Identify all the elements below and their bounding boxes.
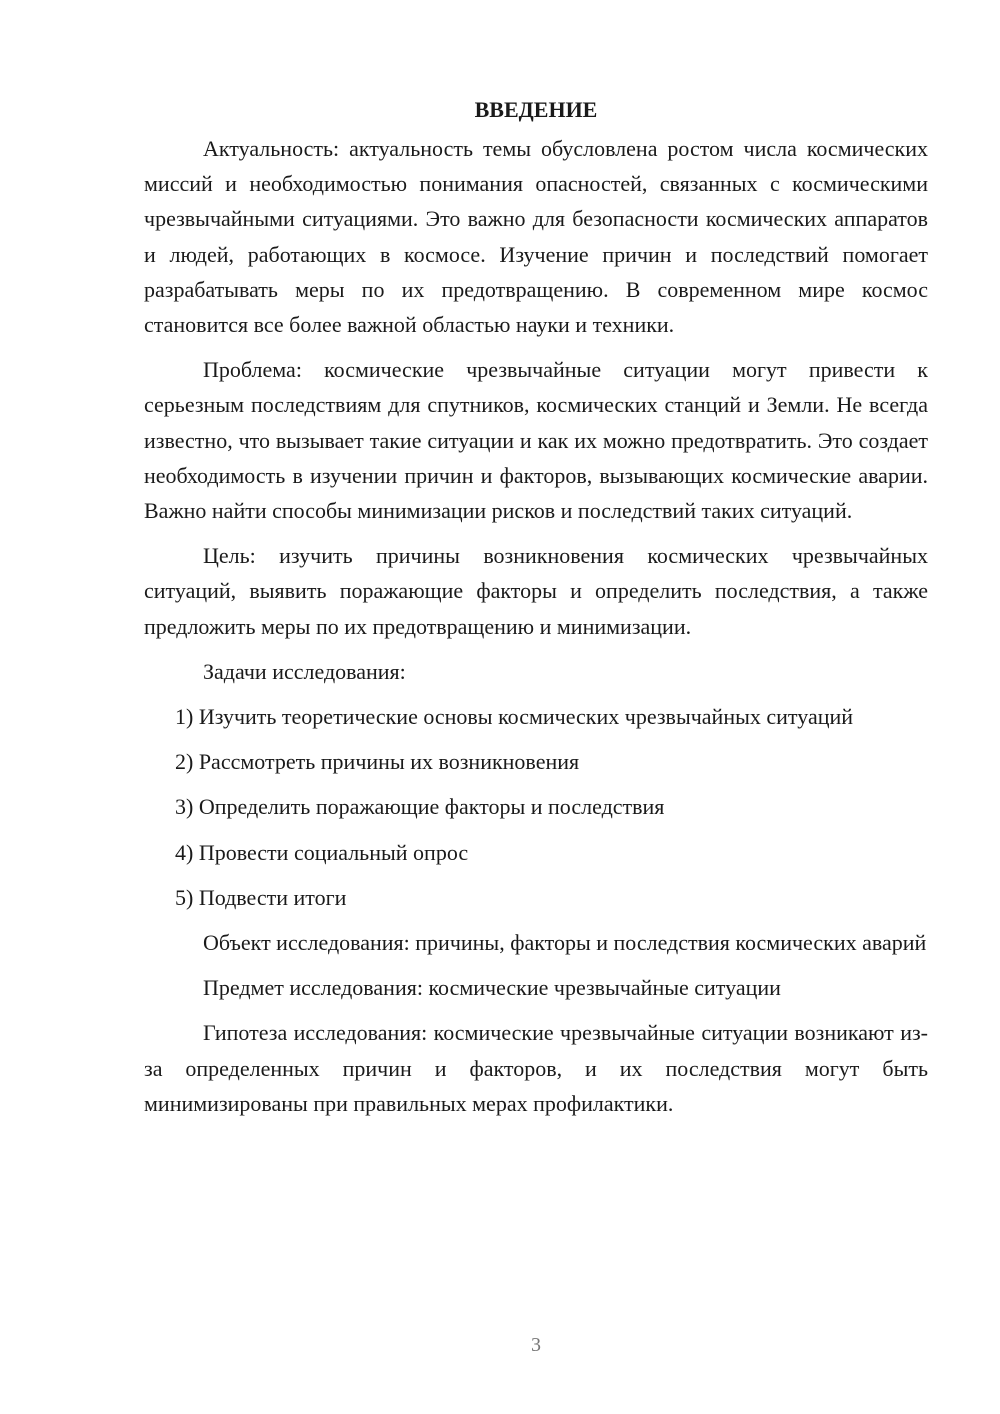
task-item-1: 1) Изучить теоретические основы космических чрезвычайных ситуаций xyxy=(175,704,854,730)
section-title: ВВЕДЕНИЕ xyxy=(474,97,598,122)
task-item-3: 3) Определить поражающие факторы и последствия xyxy=(175,794,665,820)
task-item-4: 4) Провести социальный опрос xyxy=(175,839,469,865)
subject-paragraph: Предмет исследования: космические чрезвычайные ситуации xyxy=(203,975,781,1001)
goal-paragraph: Цель: изучить причины возникновения космических чрезвычайных ситуаций, выявить поражающие факторы и определить последствия, а также предложить меры по их предотвращению и минимизации. xyxy=(144,543,928,639)
object-paragraph: Объект исследования: причины, факторы и последствия космических аварий xyxy=(203,930,927,956)
page-content xyxy=(144,92,928,1131)
task-item-5: 5) Подвести итоги xyxy=(175,884,347,910)
tasks-heading: Задачи исследования: xyxy=(203,658,406,684)
relevance-paragraph: Актуальность: актуальность темы обусловлена ростом числа космических миссий и необходимостью понимания опасностей, связанных с космическими чрезвычайными ситуациями. Это важно для безопасности космических аппаратов и людей, работающих в космосе. Изучение причин и последствий помогает разрабатывать меры по их предотвращению. В современном мире космос становится все более важной областью науки и техники. xyxy=(144,136,928,338)
page-number: 3 xyxy=(531,1334,541,1356)
task-item-2: 2) Рассмотреть причины их возникновения xyxy=(175,749,580,775)
problem-paragraph: Проблема: космические чрезвычайные ситуации могут привести к серьезным последствиям для спутников, космических станций и Земли. Не всегда известно, что вызывает такие ситуации и как их можно предотвратить. Это создает необходимость в изучении причин и факторов, вызывающих космические аварии. Важно найти способы минимизации рисков и последствий таких ситуаций. xyxy=(144,357,928,524)
hypothesis-paragraph: Гипотеза исследования: космические чрезвычайные ситуации возникают из-за определенных причин и факторов, и их последствия могут быть минимизированы при правильных мерах профилактики. xyxy=(144,1020,928,1116)
